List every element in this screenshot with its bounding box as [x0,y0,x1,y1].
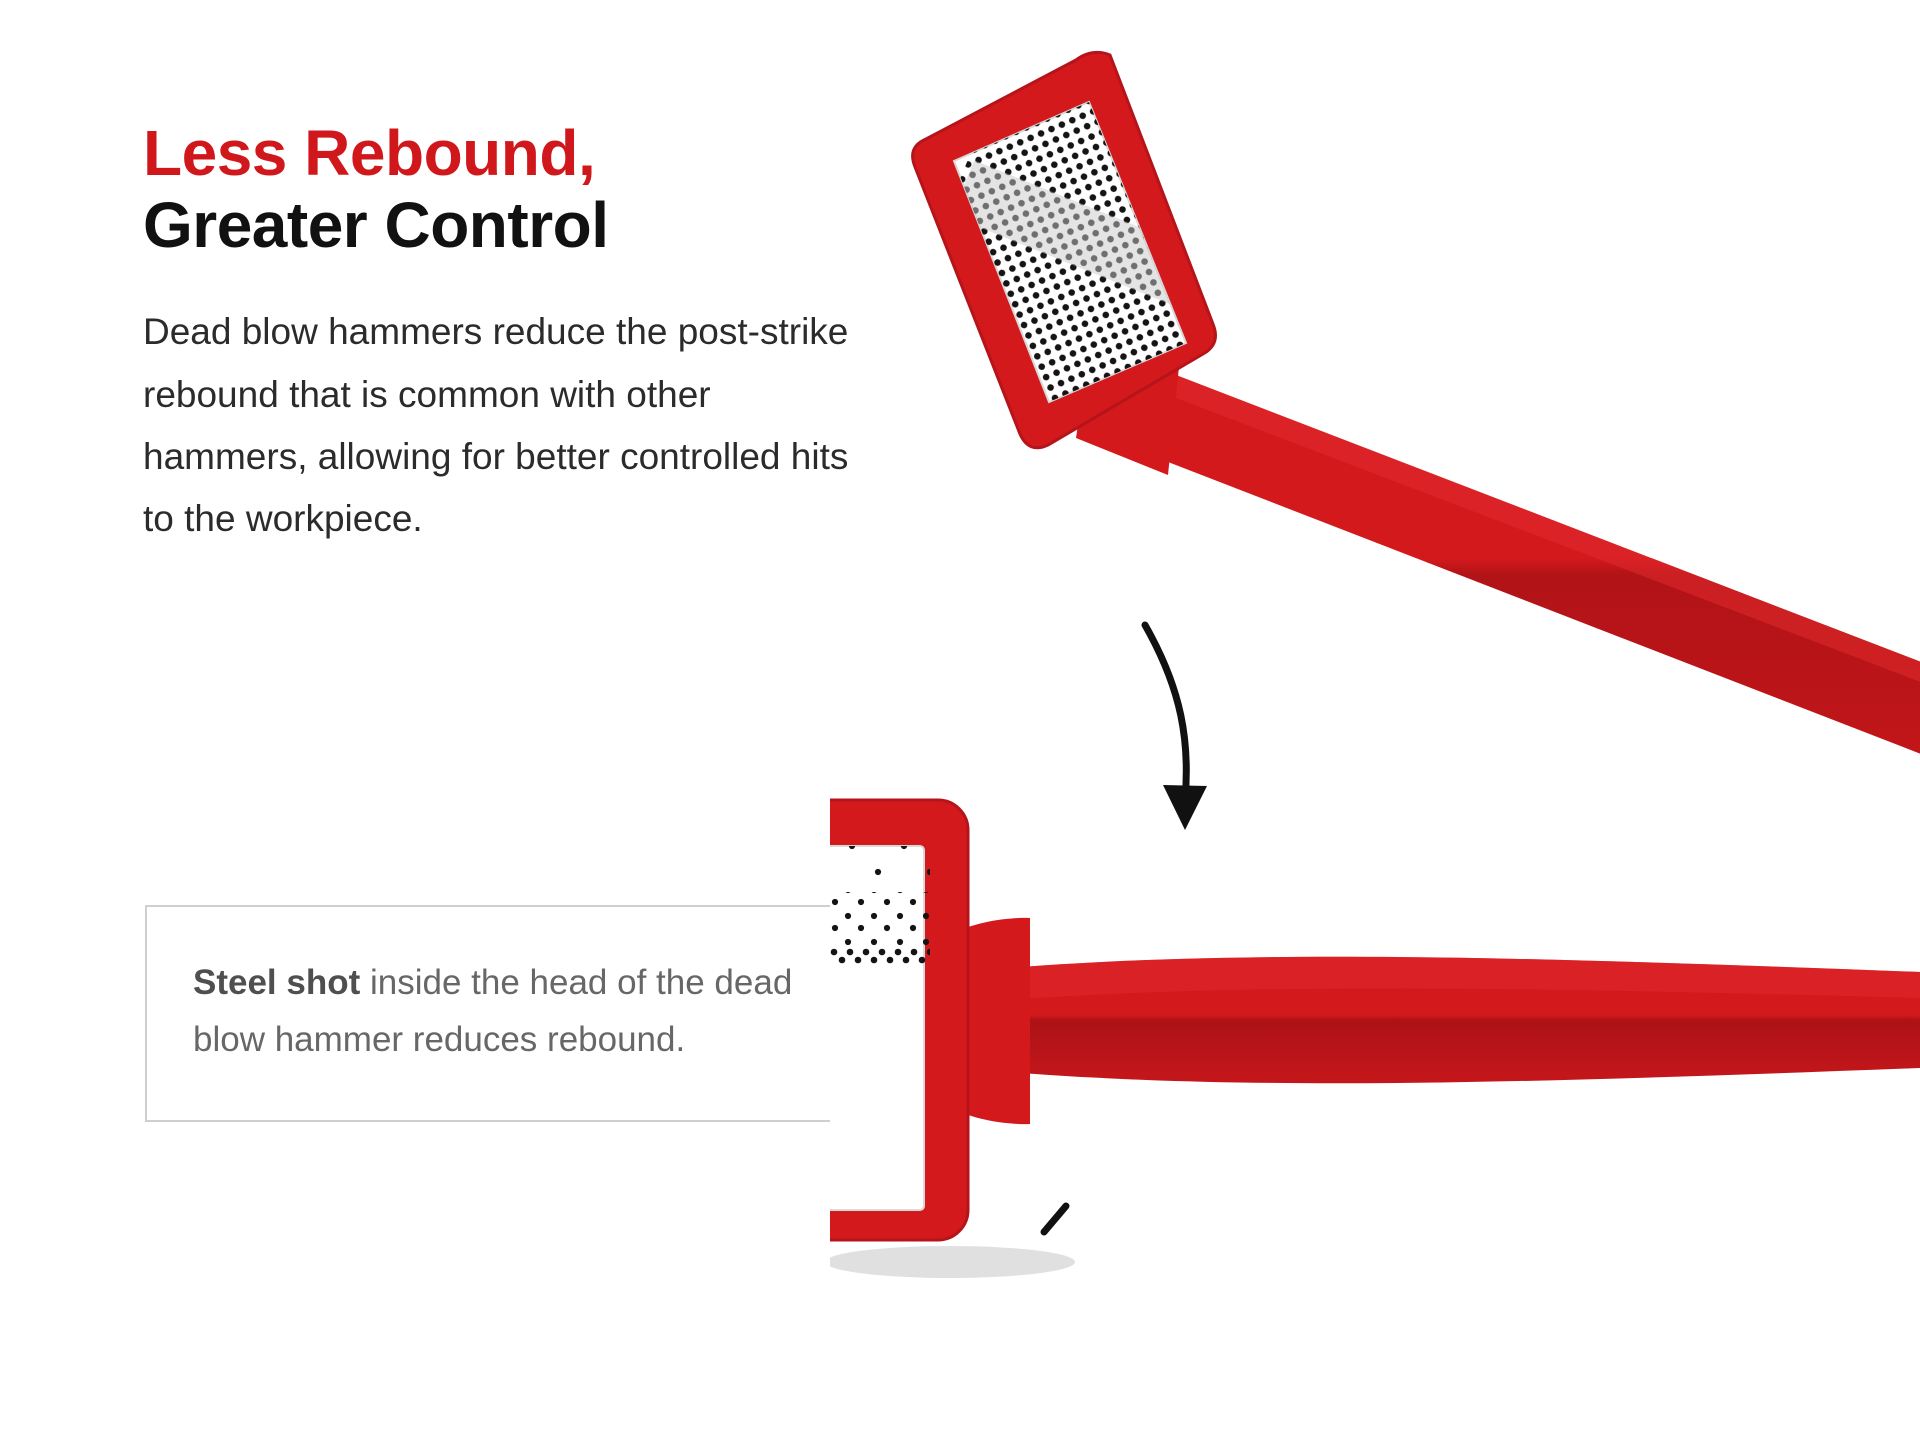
hammer-lower-handle [1008,957,1920,1084]
callout-rest: inside the head of the dead blow hammer reduces rebound. [193,963,793,1059]
hammer-lower [830,800,1920,1278]
callout-box [145,905,845,1122]
page-title [143,118,883,261]
callout-text [193,955,797,1068]
hammer-upper-handle [1137,360,1920,773]
impact-shadow [830,1246,1075,1278]
text-column [143,118,883,550]
callout-emphasis: Steel shot [193,963,361,1002]
body-copy: Dead blow hammers reduce the post-strike rebound that is common with other hammers, allowing for better controlled hits to the workpiece. [143,311,849,539]
page-title-line-1: Less Rebound, [143,117,596,189]
downward-strike-arrow [1145,625,1207,830]
hammer-lower-neck [960,918,1030,1124]
hammer-upper [890,52,1920,773]
illustration-dead-blow-hammers [830,0,1920,1440]
page-title-line-2: Greater Control [143,188,609,261]
